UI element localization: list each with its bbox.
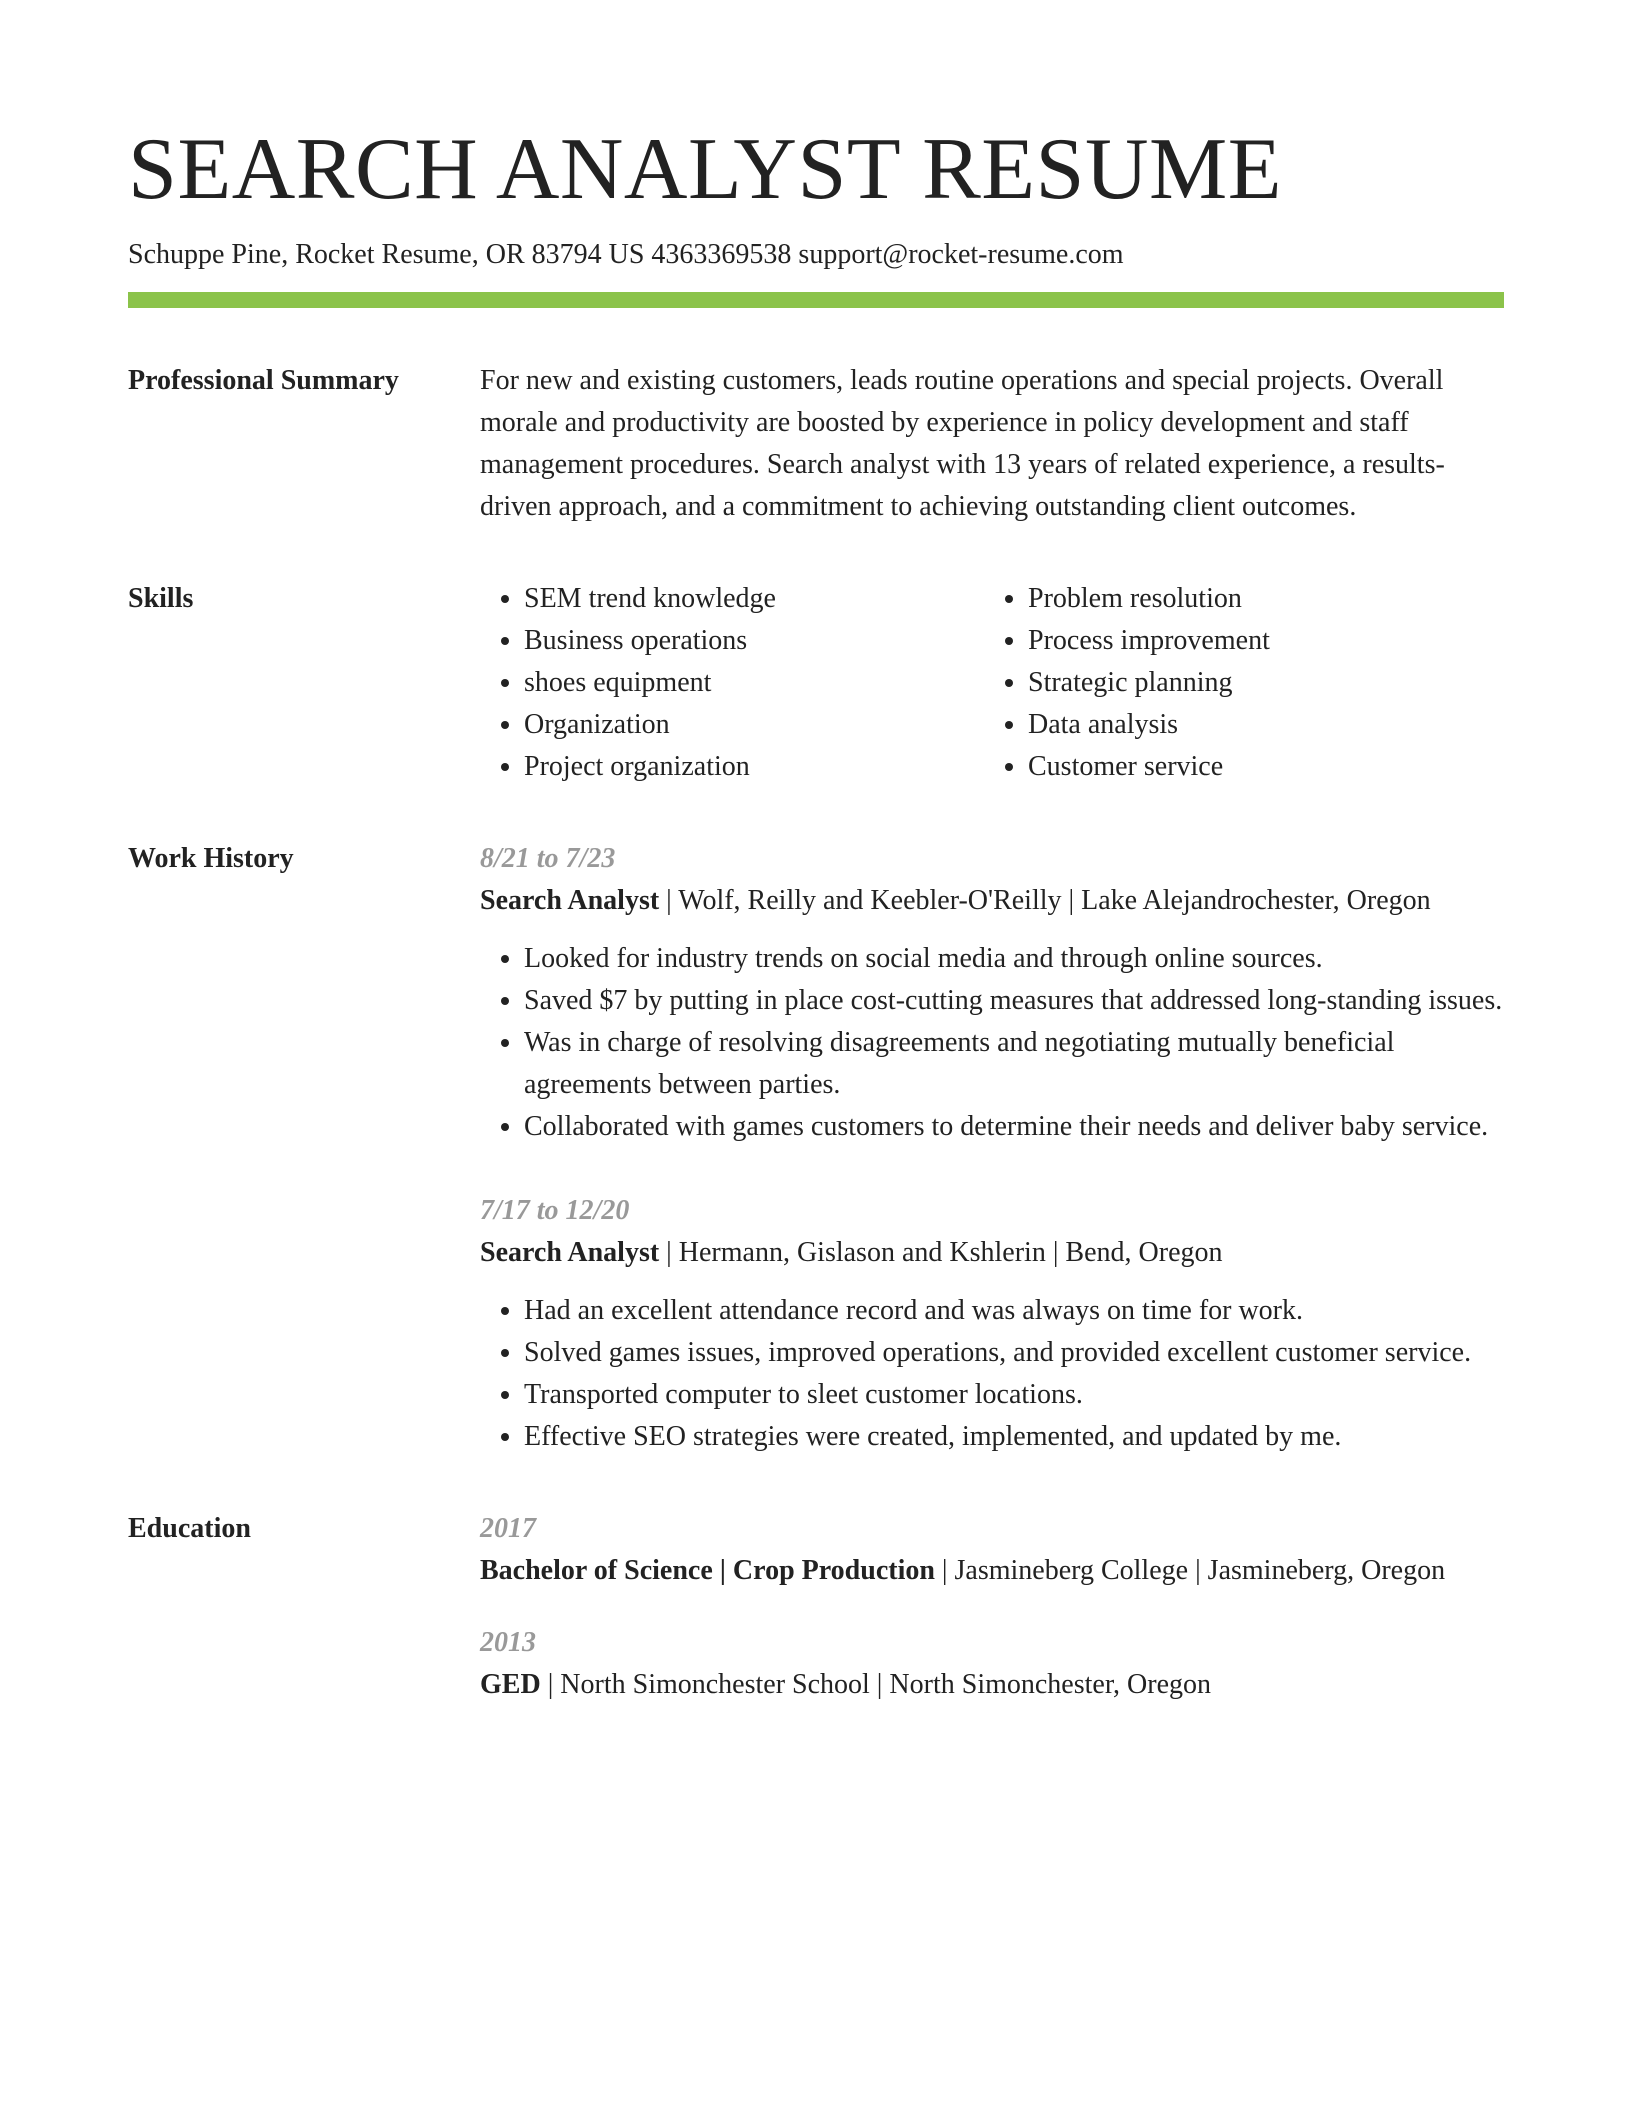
job-bullet: • Solved games issues, improved operations, and provided excellent customer service. <box>524 1332 1504 1374</box>
contact-address: Schuppe Pine, Rocket Resume, OR 83794 US <box>128 239 645 270</box>
education-body <box>480 1508 1504 1706</box>
job-dates: 8/21 to 7/23 <box>480 843 616 874</box>
contact-line <box>128 236 1504 274</box>
job-title: Search Analyst <box>480 885 660 916</box>
contact-email: support@rocket-resume.com <box>798 239 1124 270</box>
education-school-location: | Jasmineberg College | Jasmineberg, Oregon <box>934 1555 1446 1586</box>
education-entry <box>480 1508 1504 1592</box>
education-entry <box>480 1622 1504 1706</box>
skill-item: • Organization <box>524 704 984 746</box>
skill-item: • Data analysis <box>1028 704 1270 746</box>
skills-section <box>128 578 1504 788</box>
job-bullet: • Was in charge of resolving disagreements and negotiating mutually beneficial agreements between parties. <box>524 1022 1504 1106</box>
summary-heading: Professional Summary <box>128 365 399 396</box>
skill-item: • Business operations <box>524 620 984 662</box>
job-bullet: • Looked for industry trends on social media and through online sources. <box>524 938 1504 980</box>
job-role-line <box>480 1232 1504 1274</box>
skills-column-2 <box>984 578 1270 788</box>
job-bullet: • Transported computer to sleet customer locations. <box>524 1374 1504 1416</box>
work-history-body <box>480 838 1504 1458</box>
job-role-line <box>480 880 1504 922</box>
skill-item: • shoes equipment <box>524 662 984 704</box>
summary-body <box>480 360 1504 528</box>
job-bullets <box>480 1290 1504 1458</box>
summary-section <box>128 360 1504 528</box>
skills-body <box>480 578 1504 788</box>
education-degree: Bachelor of Science | Crop Production <box>480 1555 935 1586</box>
education-year: 2013 <box>480 1627 536 1658</box>
job-employer-location: | Hermann, Gislason and Kshlerin | Bend, Oregon <box>659 1237 1223 1268</box>
job-bullets <box>480 938 1504 1148</box>
education-year: 2017 <box>480 1513 536 1544</box>
education-section <box>128 1508 1504 1706</box>
job-bullet: • Effective SEO strategies were created, implemented, and updated by me. <box>524 1416 1504 1458</box>
education-degree: GED <box>480 1669 541 1700</box>
accent-divider <box>128 292 1504 308</box>
education-heading: Education <box>128 1513 251 1544</box>
job-employer-location: | Wolf, Reilly and Keebler-O'Reilly | Lake Alejandrochester, Oregon <box>659 885 1431 916</box>
skills-column-1 <box>480 578 984 788</box>
skill-item: • Problem resolution <box>1028 578 1270 620</box>
education-school-location: | North Simonchester School | North Simonchester, Oregon <box>540 1669 1212 1700</box>
education-line <box>480 1664 1504 1706</box>
work-history-section <box>128 838 1504 1458</box>
job-bullet: • Collaborated with games customers to determine their needs and deliver baby service. <box>524 1106 1504 1148</box>
skill-item: • Project organization <box>524 746 984 788</box>
job-entry <box>480 1190 1504 1458</box>
skill-item: • Strategic planning <box>1028 662 1270 704</box>
job-dates: 7/17 to 12/20 <box>480 1195 630 1226</box>
job-title: Search Analyst <box>480 1237 660 1268</box>
skill-item: • Process improvement <box>1028 620 1270 662</box>
education-line <box>480 1550 1504 1592</box>
job-bullet: • Saved $7 by putting in place cost-cutting measures that addressed long-standing issues. <box>524 980 1504 1022</box>
skills-heading: Skills <box>128 583 194 614</box>
job-entry <box>480 838 1504 1148</box>
job-bullet: • Had an excellent attendance record and was always on time for work. <box>524 1290 1504 1332</box>
resume-title: SEARCH ANALYST RESUME <box>128 121 1283 218</box>
work-history-heading: Work History <box>128 843 294 874</box>
contact-phone: 4363369538 <box>651 239 792 270</box>
skill-item: • Customer service <box>1028 746 1270 788</box>
summary-text: For new and existing customers, leads routine operations and special projects. Overall morale and productivity are boosted by experience in policy development and staff management procedures. Search analyst with 13 years of related experience, a results-driven approach, and a commitment to achieving outstanding client outcomes. <box>480 365 1445 522</box>
skill-item: • SEM trend knowledge <box>524 578 984 620</box>
